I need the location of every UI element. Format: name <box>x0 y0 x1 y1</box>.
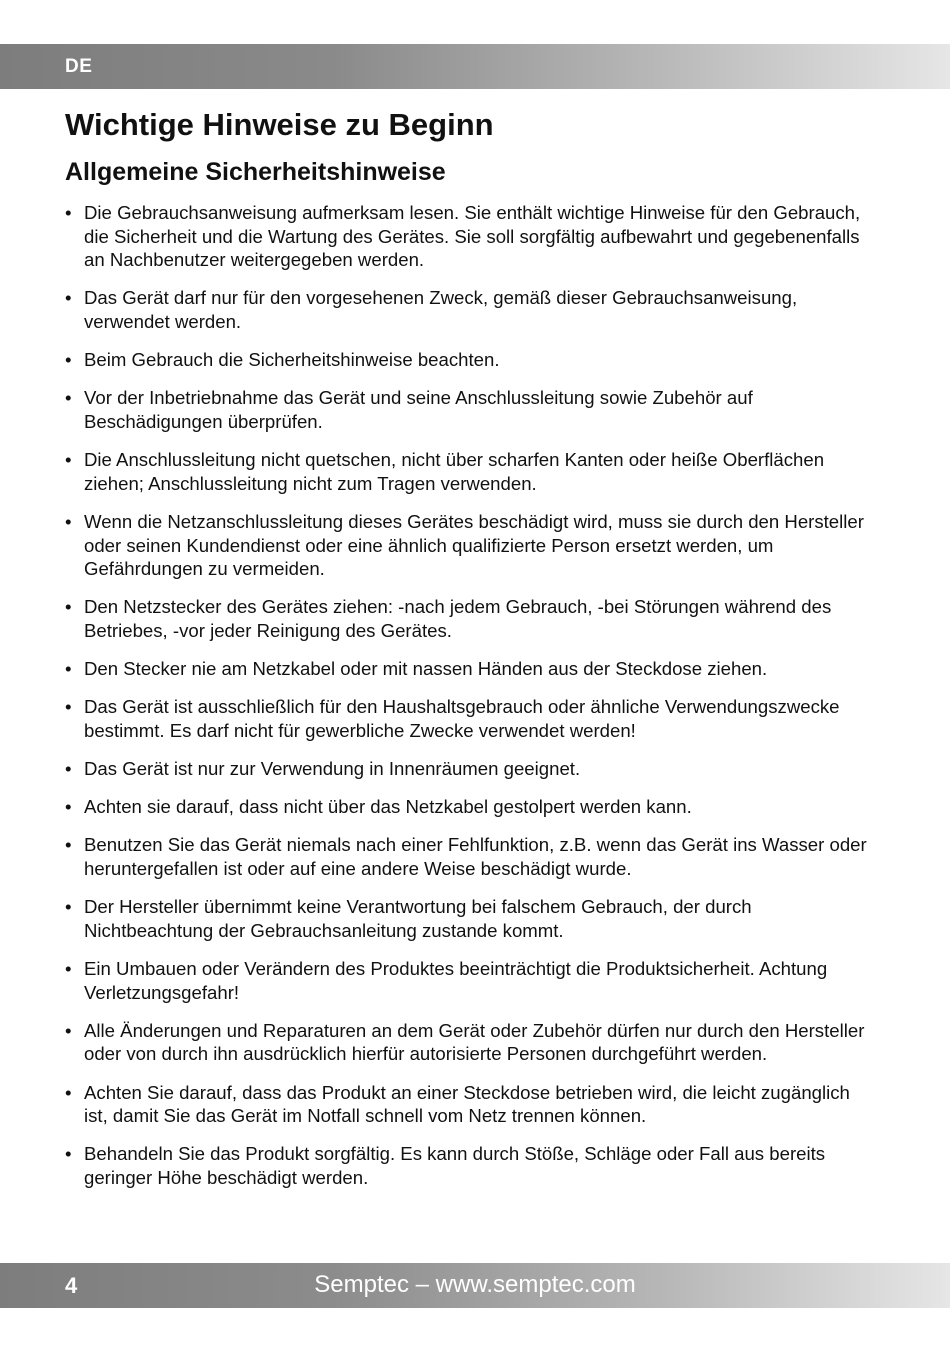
list-item-text: Die Anschlussleitung nicht quetschen, nicht über scharfen Kanten oder heiße Oberflächen ziehen; Anschlussleitung nicht zum Tragen verwenden. <box>84 449 825 494</box>
list-item-text: Ein Umbauen oder Verändern des Produktes beeinträchtigt die Produktsicherheit. Achtung Verletzungsgefahr! <box>84 957 828 1003</box>
list-item-text: Der Hersteller übernimmt keine Verantwortung bei falschem Gebrauch, der durch Nichtbeachtung der Gebrauchsanleitung zustande kommt. <box>84 896 752 941</box>
list-item-text: Wenn die Netzanschlussleitung dieses Gerätes beschädigt wird, muss sie durch den Hersteller oder seinen Kundendienst oder eine ähnlich qualifizierte Person ersetzt werden, um Gefährdungen zu vermeiden. <box>84 510 864 580</box>
list-item <box>65 1081 875 1128</box>
bullet-icon: • <box>65 658 72 680</box>
bullet-icon: • <box>65 449 72 471</box>
bullet-icon: • <box>65 510 72 532</box>
list-item-text: Achten sie darauf, dass nicht über das Netzkabel gestolpert werden kann. <box>84 796 692 818</box>
list-item-text: Achten Sie darauf, dass das Produkt an einer Steckdose betrieben wird, die leicht zugänglich ist, damit Sie das Gerät im Notfall schnell vom Netz trennen können. <box>84 1081 850 1127</box>
bullet-icon: • <box>65 696 72 718</box>
list-item-text: Behandeln Sie das Produkt sorgfältig. Es kann durch Stöße, Schläge oder Fall aus bereits geringer Höhe beschädigt werden. <box>84 1143 826 1188</box>
list-item <box>65 695 875 742</box>
bullet-icon: • <box>65 796 72 818</box>
list-item <box>65 833 875 880</box>
safety-instructions-list <box>65 201 875 1204</box>
list-item-text: Benutzen Sie das Gerät niemals nach einer Fehlfunktion, z.B. wenn das Gerät ins Wasser oder heruntergefallen ist oder auf eine andere Weise beschädigt wurde. <box>84 834 867 879</box>
bullet-icon: • <box>65 957 72 979</box>
list-item <box>65 595 875 642</box>
bullet-icon: • <box>65 596 72 618</box>
list-item <box>65 1019 875 1066</box>
list-item <box>65 448 875 495</box>
list-item <box>65 286 875 333</box>
bullet-icon: • <box>65 1019 72 1041</box>
list-item <box>65 795 875 819</box>
list-item-text: Das Gerät ist nur zur Verwendung in Innenräumen geeignet. <box>84 758 581 780</box>
list-item-text: Vor der Inbetriebnahme das Gerät und seine Anschlussleitung sowie Zubehör auf Beschädigungen überprüfen. <box>84 387 753 432</box>
list-item <box>65 510 875 581</box>
list-item-text: Den Stecker nie am Netzkabel oder mit nassen Händen aus der Steckdose ziehen. <box>84 658 768 680</box>
bullet-icon: • <box>65 834 72 856</box>
list-item <box>65 957 875 1004</box>
list-item <box>65 201 875 272</box>
bullet-icon: • <box>65 349 72 371</box>
header-bar <box>0 44 950 89</box>
list-item <box>65 386 875 433</box>
list-item-text: Alle Änderungen und Reparaturen an dem Gerät oder Zubehör dürfen nur durch den Hersteller oder von durch ihn ausdrücklich hierfür autorisierte Personen durchgeführt werden. <box>84 1019 865 1065</box>
bullet-icon: • <box>65 287 72 309</box>
list-item <box>65 1142 875 1189</box>
bullet-icon: • <box>65 896 72 918</box>
section-title: Allgemeine Sicherheitshinweise <box>65 158 446 186</box>
list-item-text: Das Gerät ist ausschließlich für den Haushaltsgebrauch oder ähnliche Verwendungszwecke bestimmt. Es darf nicht für gewerbliche Zwecke verwendet werden! <box>84 696 840 741</box>
footer-bar <box>0 1263 950 1308</box>
list-item <box>65 657 875 681</box>
bullet-icon: • <box>65 758 72 780</box>
list-item-text: Den Netzstecker des Gerätes ziehen: -nach jedem Gebrauch, -bei Störungen während des Betriebes, -vor jeder Reinigung des Gerätes. <box>84 596 832 641</box>
language-label: DE <box>65 56 93 77</box>
page-number: 4 <box>65 1273 78 1298</box>
bullet-icon: • <box>65 1081 72 1103</box>
footer-website-text: Semptec – www.semptec.com <box>314 1271 636 1298</box>
list-item-text: Die Gebrauchsanweisung aufmerksam lesen. Sie enthält wichtige Hinweise für den Gebrauch, die Sicherheit und die Wartung des Gerätes. Sie soll sorgfältig aufbewahrt und gegebenenfalls an Nachbenutzer weitergegeben werden. <box>84 202 861 271</box>
bullet-icon: • <box>65 1143 72 1165</box>
page-title: Wichtige Hinweise zu Beginn <box>65 107 494 142</box>
list-item <box>65 348 875 372</box>
list-item <box>65 757 875 781</box>
bullet-icon: • <box>65 202 72 223</box>
list-item <box>65 895 875 942</box>
list-item-text: Das Gerät darf nur für den vorgesehenen Zweck, gemäß dieser Gebrauchsanweisung, verwendet werden. <box>84 287 798 332</box>
list-item-text: Beim Gebrauch die Sicherheitshinweise beachten. <box>84 349 500 371</box>
bullet-icon: • <box>65 387 72 409</box>
